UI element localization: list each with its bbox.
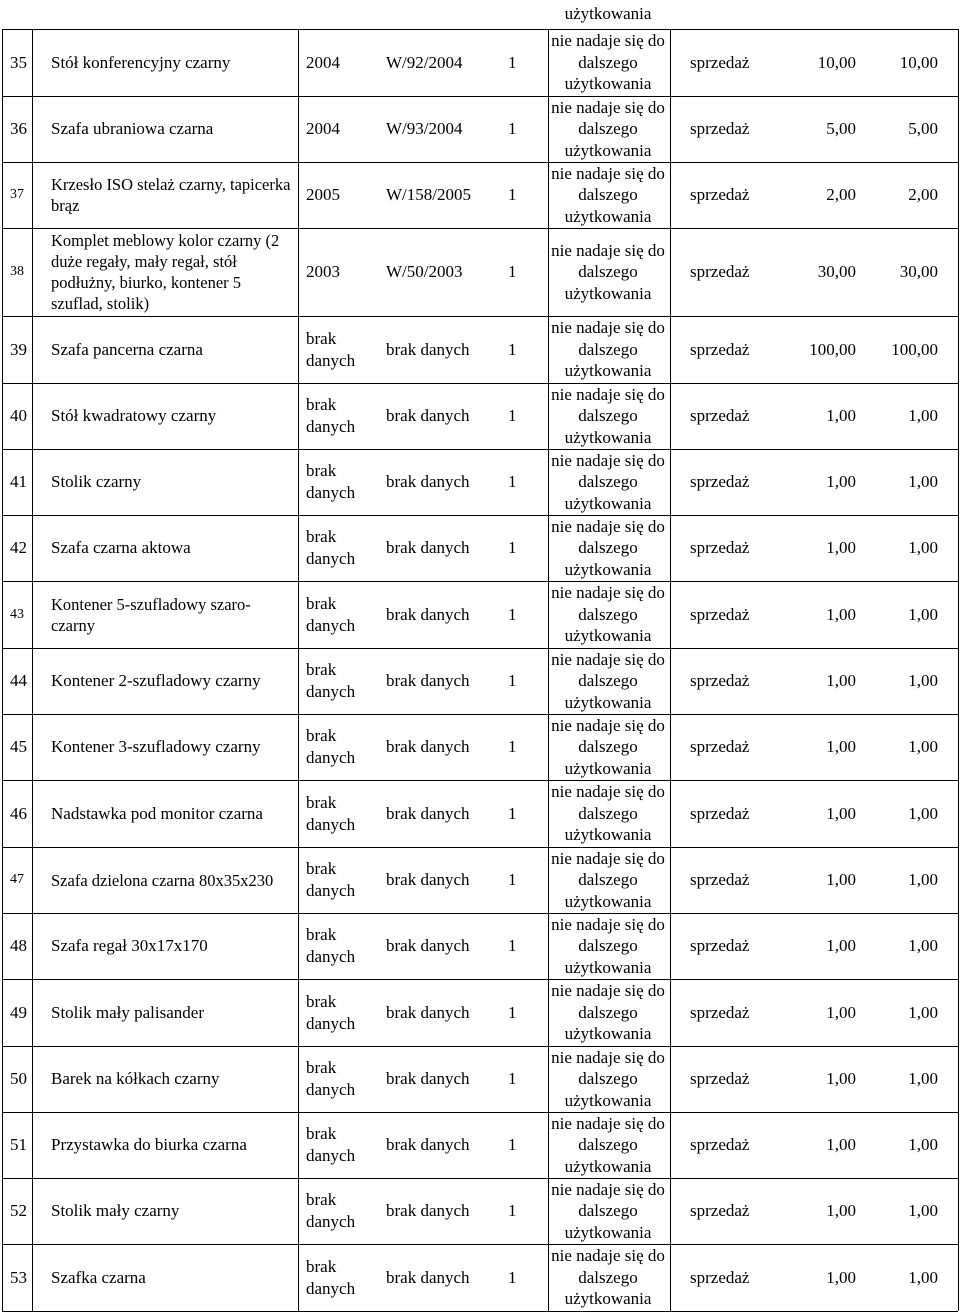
condition-status: nie nadaje się do dalszego użytkowania <box>551 1113 665 1176</box>
table-row <box>0 913 960 979</box>
value-market: 1,00 <box>908 803 938 823</box>
row-number: 39 <box>10 339 27 359</box>
document-number: brak danych <box>386 604 470 624</box>
row-number: 43 <box>10 606 24 622</box>
condition-status: nie nadaje się do dalszego użytkowania <box>551 914 665 977</box>
column-divider <box>670 581 671 648</box>
acquisition-year: brak danych <box>306 726 356 767</box>
document-number: brak danych <box>386 538 470 557</box>
column-divider <box>298 162 299 228</box>
column-divider <box>298 96 299 162</box>
column-divider <box>958 449 959 515</box>
item-name: Przystawka do biurka czarna <box>51 1135 247 1154</box>
disposal-method: sprzedaż <box>690 803 750 823</box>
column-divider <box>2 648 3 714</box>
row-number: 49 <box>10 1002 27 1022</box>
item-name: Kontener 2-szufladowy czarny <box>51 671 261 690</box>
column-divider <box>670 913 671 979</box>
quantity: 1 <box>508 472 517 491</box>
column-divider <box>2 847 3 913</box>
document-number: brak danych <box>386 803 470 823</box>
disposal-method: sprzedaż <box>690 472 750 491</box>
row-number: 36 <box>10 119 27 138</box>
acquisition-year: brak danych <box>306 859 356 900</box>
value-market: 1,00 <box>908 406 938 425</box>
item-name: Barek na kółkach czarny <box>51 1069 220 1088</box>
document-number: brak danych <box>386 936 470 955</box>
item-name: Kontener 3-szufladowy czarny <box>51 737 261 756</box>
document-number: brak danych <box>386 1135 470 1154</box>
disposal-method: sprzedaż <box>690 1002 750 1022</box>
item-name: Szafka czarna <box>51 1267 146 1287</box>
value-initial: 1,00 <box>826 472 856 491</box>
table-row <box>0 162 960 228</box>
disposal-method: sprzedaż <box>690 936 750 955</box>
column-divider <box>2 581 3 648</box>
column-divider <box>670 515 671 581</box>
column-divider <box>2 1178 3 1244</box>
column-divider <box>670 383 671 449</box>
table-bottom-border <box>2 1311 958 1312</box>
table-row <box>0 780 960 847</box>
document-number: brak danych <box>386 339 470 359</box>
table-row <box>0 515 960 581</box>
acquisition-year: brak danych <box>306 1190 356 1231</box>
row-number: 50 <box>10 1069 27 1088</box>
disposal-method: sprzedaż <box>690 1267 750 1287</box>
condition-status: nie nadaje się do dalszego użytkowania <box>551 848 665 911</box>
document-number: brak danych <box>386 1201 470 1220</box>
item-name: Szafa czarna aktowa <box>51 538 191 557</box>
table-row <box>0 714 960 780</box>
disposal-method: sprzedaż <box>690 406 750 425</box>
disposal-method: sprzedaż <box>690 604 750 624</box>
row-number: 47 <box>10 872 24 887</box>
table-row <box>0 449 960 515</box>
value-market: 1,00 <box>908 671 938 690</box>
column-divider <box>670 96 671 162</box>
column-divider <box>670 1112 671 1178</box>
quantity: 1 <box>508 1069 517 1088</box>
document-number: W/93/2004 <box>386 119 463 138</box>
value-initial: 1,00 <box>826 803 856 823</box>
column-divider <box>298 383 299 449</box>
value-market: 5,00 <box>908 119 938 138</box>
column-divider <box>298 29 299 96</box>
acquisition-year: brak danych <box>306 1124 356 1165</box>
quantity: 1 <box>508 538 517 557</box>
column-divider <box>298 515 299 581</box>
column-divider <box>670 316 671 383</box>
acquisition-year: 2005 <box>306 185 340 204</box>
acquisition-year: brak danych <box>306 1058 356 1099</box>
column-divider <box>2 383 3 449</box>
condition-status: nie nadaje się do dalszego użytkowania <box>551 318 665 381</box>
disposal-method: sprzedaż <box>690 262 750 281</box>
column-divider <box>2 29 3 96</box>
condition-status: nie nadaje się do dalszego użytkowania <box>551 163 665 226</box>
quantity: 1 <box>508 1135 517 1154</box>
quantity: 1 <box>508 185 517 204</box>
quantity: 1 <box>508 870 517 889</box>
column-divider <box>958 162 959 228</box>
column-divider <box>670 29 671 96</box>
row-number: 35 <box>10 52 27 72</box>
document-number: brak danych <box>386 406 470 425</box>
row-number: 42 <box>10 538 27 557</box>
column-divider <box>298 449 299 515</box>
value-initial: 1,00 <box>826 1201 856 1220</box>
value-initial: 30,00 <box>817 262 856 281</box>
value-market: 1,00 <box>908 604 938 624</box>
acquisition-year: brak danych <box>306 991 356 1033</box>
value-initial: 100,00 <box>809 339 856 359</box>
column-divider <box>958 979 959 1046</box>
document-number: brak danych <box>386 737 470 756</box>
condition-status: nie nadaje się do dalszego użytkowania <box>551 715 665 778</box>
quantity: 1 <box>508 406 517 425</box>
condition-status: nie nadaje się do dalszego użytkowania <box>551 240 665 303</box>
quantity: 1 <box>508 262 517 281</box>
table-row <box>0 96 960 162</box>
disposal-method: sprzedaż <box>690 185 750 204</box>
document-number: W/158/2005 <box>386 185 471 204</box>
condition-status: nie nadaje się do dalszego użytkowania <box>551 1246 665 1309</box>
column-divider <box>2 913 3 979</box>
acquisition-year: 2004 <box>306 52 340 72</box>
value-market: 1,00 <box>908 936 938 955</box>
column-divider <box>958 228 959 316</box>
column-divider <box>670 228 671 316</box>
column-divider <box>2 449 3 515</box>
condition-status: nie nadaje się do dalszego użytkowania <box>551 782 665 845</box>
row-number: 45 <box>10 737 27 756</box>
item-name: Stół kwadratowy czarny <box>51 406 217 425</box>
document-number: W/50/2003 <box>386 262 463 281</box>
condition-status: nie nadaje się do dalszego użytkowania <box>551 384 665 447</box>
item-name: Szafa ubraniowa czarna <box>51 119 214 138</box>
column-divider <box>2 316 3 383</box>
row-number: 52 <box>10 1201 27 1220</box>
value-initial: 1,00 <box>826 737 856 756</box>
column-divider <box>2 515 3 581</box>
column-divider <box>298 581 299 648</box>
row-number: 40 <box>10 406 27 425</box>
column-divider <box>298 1244 299 1311</box>
column-divider <box>298 228 299 316</box>
value-initial: 2,00 <box>826 185 856 204</box>
column-divider <box>298 979 299 1046</box>
row-number: 53 <box>10 1267 27 1287</box>
column-divider <box>2 1244 3 1311</box>
value-initial: 1,00 <box>826 604 856 624</box>
row-number: 46 <box>10 803 27 823</box>
item-name: Szafa dzielona czarna 80x35x230 <box>51 870 274 890</box>
column-divider <box>298 1178 299 1244</box>
disposal-method: sprzedaż <box>690 870 750 889</box>
value-market: 30,00 <box>899 262 938 281</box>
row-number: 44 <box>10 671 27 690</box>
document-number: brak danych <box>386 870 470 889</box>
table-row <box>0 648 960 714</box>
value-market: 10,00 <box>899 52 938 72</box>
quantity: 1 <box>508 1201 517 1220</box>
value-market: 1,00 <box>908 538 938 557</box>
column-divider <box>670 1244 671 1311</box>
table-row <box>0 1046 960 1112</box>
quantity: 1 <box>508 119 517 138</box>
column-divider <box>2 714 3 780</box>
acquisition-year: 2004 <box>306 119 340 138</box>
quantity: 1 <box>508 671 517 690</box>
value-initial: 1,00 <box>826 1069 856 1088</box>
document-number: brak danych <box>386 472 470 491</box>
condition-status: nie nadaje się do dalszego użytkowania <box>551 31 665 94</box>
column-divider <box>298 648 299 714</box>
acquisition-year: brak danych <box>306 527 356 568</box>
document-number: W/92/2004 <box>386 52 463 72</box>
condition-status: nie nadaje się do dalszego użytkowania <box>551 450 665 513</box>
column-divider <box>2 1112 3 1178</box>
row-number: 41 <box>10 472 27 491</box>
value-initial: 1,00 <box>826 1002 856 1022</box>
column-divider <box>958 1244 959 1311</box>
item-name: Nadstawka pod monitor czarna <box>51 803 263 823</box>
item-name: Krzesło ISO stelaż czarny, tapicerka brąz <box>51 175 291 215</box>
column-divider <box>958 1178 959 1244</box>
table-row <box>0 228 960 316</box>
table-row <box>0 1244 960 1311</box>
value-initial: 1,00 <box>826 1267 856 1287</box>
quantity: 1 <box>508 1002 517 1022</box>
table-row <box>0 581 960 648</box>
document-number: brak danych <box>386 1002 470 1022</box>
condition-status: nie nadaje się do dalszego użytkowania <box>551 1047 665 1110</box>
table-row <box>0 29 960 96</box>
column-divider <box>958 515 959 581</box>
acquisition-year: brak danych <box>306 1256 356 1298</box>
disposal-method: sprzedaż <box>690 538 750 557</box>
item-name: Kontener 5-szufladowy szaro-czarny <box>51 594 251 635</box>
row-number: 38 <box>10 264 24 279</box>
value-initial: 5,00 <box>826 119 856 138</box>
quantity: 1 <box>508 737 517 756</box>
column-divider <box>670 1178 671 1244</box>
column-divider <box>670 648 671 714</box>
column-divider <box>298 1112 299 1178</box>
column-divider <box>958 780 959 847</box>
column-divider <box>958 383 959 449</box>
document-number: brak danych <box>386 671 470 690</box>
column-divider <box>670 780 671 847</box>
item-name: Szafa regał 30x17x170 <box>51 936 208 955</box>
row-number: 51 <box>10 1135 27 1154</box>
condition-status: nie nadaje się do dalszego użytkowania <box>551 583 665 646</box>
document-number: brak danych <box>386 1069 470 1088</box>
item-name: Stolik mały palisander <box>51 1002 204 1022</box>
acquisition-year: brak danych <box>306 593 356 635</box>
value-market: 1,00 <box>908 737 938 756</box>
table-row <box>0 383 960 449</box>
item-name: Szafa pancerna czarna <box>51 339 203 359</box>
column-divider <box>958 1112 959 1178</box>
quantity: 1 <box>508 1267 517 1287</box>
quantity: 1 <box>508 803 517 823</box>
condition-status: nie nadaje się do dalszego użytkowania <box>551 516 665 579</box>
value-market: 1,00 <box>908 1201 938 1220</box>
item-name: Stolik czarny <box>51 472 142 491</box>
column-divider <box>958 714 959 780</box>
value-market: 1,00 <box>908 870 938 889</box>
condition-status: nie nadaje się do dalszego użytkowania <box>551 981 665 1044</box>
column-divider <box>2 979 3 1046</box>
column-divider <box>958 96 959 162</box>
column-divider <box>298 1046 299 1112</box>
condition-status: nie nadaje się do dalszego użytkowania <box>551 97 665 160</box>
condition-status: nie nadaje się do dalszego użytkowania <box>551 1179 665 1242</box>
disposal-method: sprzedaż <box>690 52 750 72</box>
column-divider <box>298 780 299 847</box>
column-divider <box>670 714 671 780</box>
value-initial: 10,00 <box>817 52 856 72</box>
quantity: 1 <box>508 339 517 359</box>
quantity: 1 <box>508 604 517 624</box>
value-market: 1,00 <box>908 472 938 491</box>
acquisition-year: brak danych <box>306 461 356 502</box>
column-divider <box>298 913 299 979</box>
document-number: brak danych <box>386 1267 470 1287</box>
acquisition-year: brak danych <box>306 660 356 701</box>
condition-status: nie nadaje się do dalszego użytkowania <box>551 649 665 712</box>
value-initial: 1,00 <box>826 406 856 425</box>
acquisition-year: brak danych <box>306 792 356 834</box>
column-divider <box>958 316 959 383</box>
disposal-method: sprzedaż <box>690 671 750 690</box>
column-divider <box>298 847 299 913</box>
disposal-method: sprzedaż <box>690 1069 750 1088</box>
column-divider <box>670 449 671 515</box>
value-initial: 1,00 <box>826 671 856 690</box>
column-divider <box>958 847 959 913</box>
value-market: 1,00 <box>908 1002 938 1022</box>
column-divider <box>958 29 959 96</box>
disposal-method: sprzedaż <box>690 339 750 359</box>
column-divider <box>958 1046 959 1112</box>
table-row <box>0 847 960 913</box>
column-divider <box>2 162 3 228</box>
value-initial: 1,00 <box>826 870 856 889</box>
quantity: 1 <box>508 936 517 955</box>
column-divider <box>958 648 959 714</box>
item-name: Stół konferencyjny czarny <box>51 52 231 72</box>
column-divider <box>298 316 299 383</box>
column-divider <box>2 780 3 847</box>
acquisition-year: brak danych <box>306 925 356 966</box>
value-initial: 1,00 <box>826 936 856 955</box>
acquisition-year: 2003 <box>306 262 340 281</box>
acquisition-year: brak danych <box>306 395 356 436</box>
column-divider <box>670 847 671 913</box>
table-continuation-header <box>0 0 960 29</box>
table-row <box>0 1178 960 1244</box>
column-divider <box>2 228 3 316</box>
table-row <box>0 1112 960 1178</box>
column-divider <box>670 979 671 1046</box>
acquisition-year: brak danych <box>306 328 356 370</box>
column-divider <box>958 581 959 648</box>
item-name: Stolik mały czarny <box>51 1201 180 1220</box>
row-number: 48 <box>10 936 27 955</box>
column-divider <box>298 714 299 780</box>
row-number: 37 <box>10 187 24 202</box>
disposal-method: sprzedaż <box>690 119 750 138</box>
value-market: 1,00 <box>908 1135 938 1154</box>
column-divider <box>670 162 671 228</box>
value-market: 1,00 <box>908 1069 938 1088</box>
table-row <box>0 979 960 1046</box>
item-name: Komplet meblowy kolor czarny (2 duże regały, mały regał, stół podłużny, biurko, kontener 5 szuflad, stolik) <box>51 231 280 313</box>
disposal-method: sprzedaż <box>690 1135 750 1154</box>
disposal-method: sprzedaż <box>690 1201 750 1220</box>
column-divider <box>2 1046 3 1112</box>
column-divider <box>670 1046 671 1112</box>
value-market: 2,00 <box>908 185 938 204</box>
quantity: 1 <box>508 52 517 72</box>
value-market: 1,00 <box>908 1267 938 1287</box>
value-initial: 1,00 <box>826 1135 856 1154</box>
value-market: 100,00 <box>891 339 938 359</box>
status-continuation-text: użytkowania <box>564 4 652 23</box>
column-divider <box>958 913 959 979</box>
table-row <box>0 316 960 383</box>
disposal-method: sprzedaż <box>690 737 750 756</box>
column-divider <box>2 96 3 162</box>
value-initial: 1,00 <box>826 538 856 557</box>
